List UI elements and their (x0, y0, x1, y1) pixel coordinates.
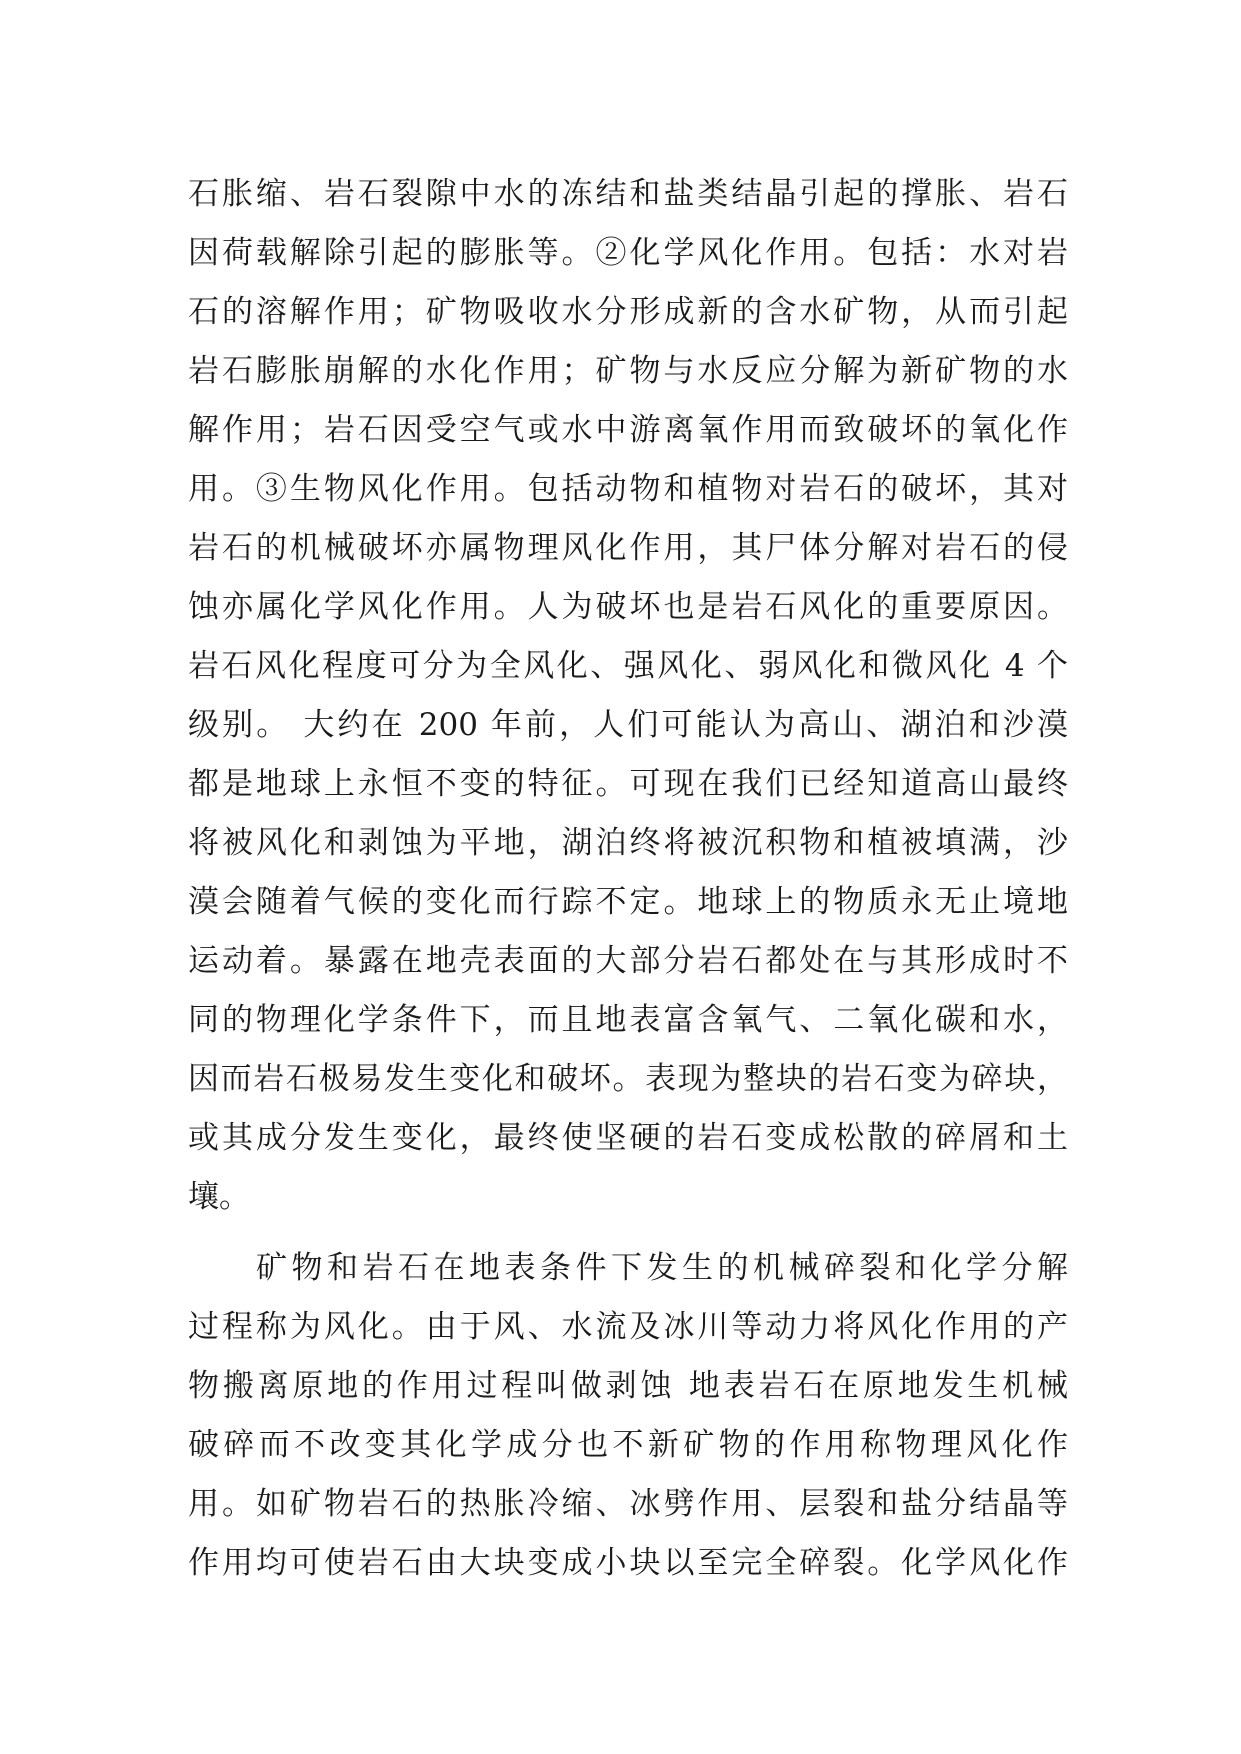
paragraph-gap (188, 1227, 1068, 1239)
text-line: 物搬离原地的作用过程叫做剥蚀 地表岩石在原地发生机械 (188, 1368, 1068, 1404)
text-line: 用。如矿物岩石的热胀冷缩、冰劈作用、层裂和盐分结晶等 (188, 1486, 1068, 1522)
text-line: 作用均可使岩石由大块变成小块以至完全碎裂。化学风化作 (188, 1545, 1068, 1581)
text-line: 都是地球上永恒不变的特征。可现在我们已经知道高山最终 (188, 766, 1068, 802)
text-line: 用。③生物风化作用。包括动物和植物对岩石的破坏，其对 (188, 471, 1068, 507)
text-line: 过程称为风化。由于风、水流及冰川等动力将风化作用的产 (188, 1309, 1068, 1345)
paragraph-2 (188, 1239, 1068, 1593)
text-line: 矿物和岩石在地表条件下发生的机械碎裂和化学分解 (256, 1250, 1068, 1286)
text-line: 壤。 (188, 1179, 250, 1215)
text-line: 同的物理化学条件下，而且地表富含氧气、二氧化碳和水， (188, 1002, 1068, 1038)
text-line: 因而岩石极易发生变化和破坏。表现为整块的岩石变为碎块， (188, 1061, 1068, 1097)
text-line: 岩石风化程度可分为全风化、强风化、弱风化和微风化 4 个 (188, 648, 1068, 684)
text-line: 蚀亦属化学风化作用。人为破坏也是岩石风化的重要原因。 (188, 589, 1068, 625)
text-line: 岩石膨胀崩解的水化作用；矿物与水反应分解为新矿物的水 (188, 353, 1068, 389)
text-line: 石的溶解作用；矿物吸收水分形成新的含水矿物，从而引起 (188, 294, 1068, 330)
text-line: 级别。 大约在 200 年前，人们可能认为高山、湖泊和沙漠 (188, 707, 1068, 743)
text-line: 岩石的机械破坏亦属物理风化作用，其尸体分解对岩石的侵 (188, 530, 1068, 566)
text-line: 解作用；岩石因受空气或水中游离氧作用而致破坏的氧化作 (188, 412, 1068, 448)
text-line: 将被风化和剥蚀为平地，湖泊终将被沉积物和植被填满，沙 (188, 825, 1068, 861)
paragraph-1 (188, 165, 1068, 1227)
text-line: 运动着。暴露在地壳表面的大部分岩石都处在与其形成时不 (188, 943, 1068, 979)
text-line: 破碎而不改变其化学成分也不新矿物的作用称物理风化作 (188, 1427, 1068, 1463)
text-line: 因荷载解除引起的膨胀等。②化学风化作用。包括：水对岩 (188, 235, 1068, 271)
text-line: 石胀缩、岩石裂隙中水的冻结和盐类结晶引起的撑胀、岩石 (188, 176, 1068, 212)
text-line: 漠会随着气候的变化而行踪不定。地球上的物质永无止境地 (188, 884, 1068, 920)
body-text (188, 165, 1068, 1593)
text-line: 或其成分发生变化，最终使坚硬的岩石变成松散的碎屑和土 (188, 1120, 1068, 1156)
